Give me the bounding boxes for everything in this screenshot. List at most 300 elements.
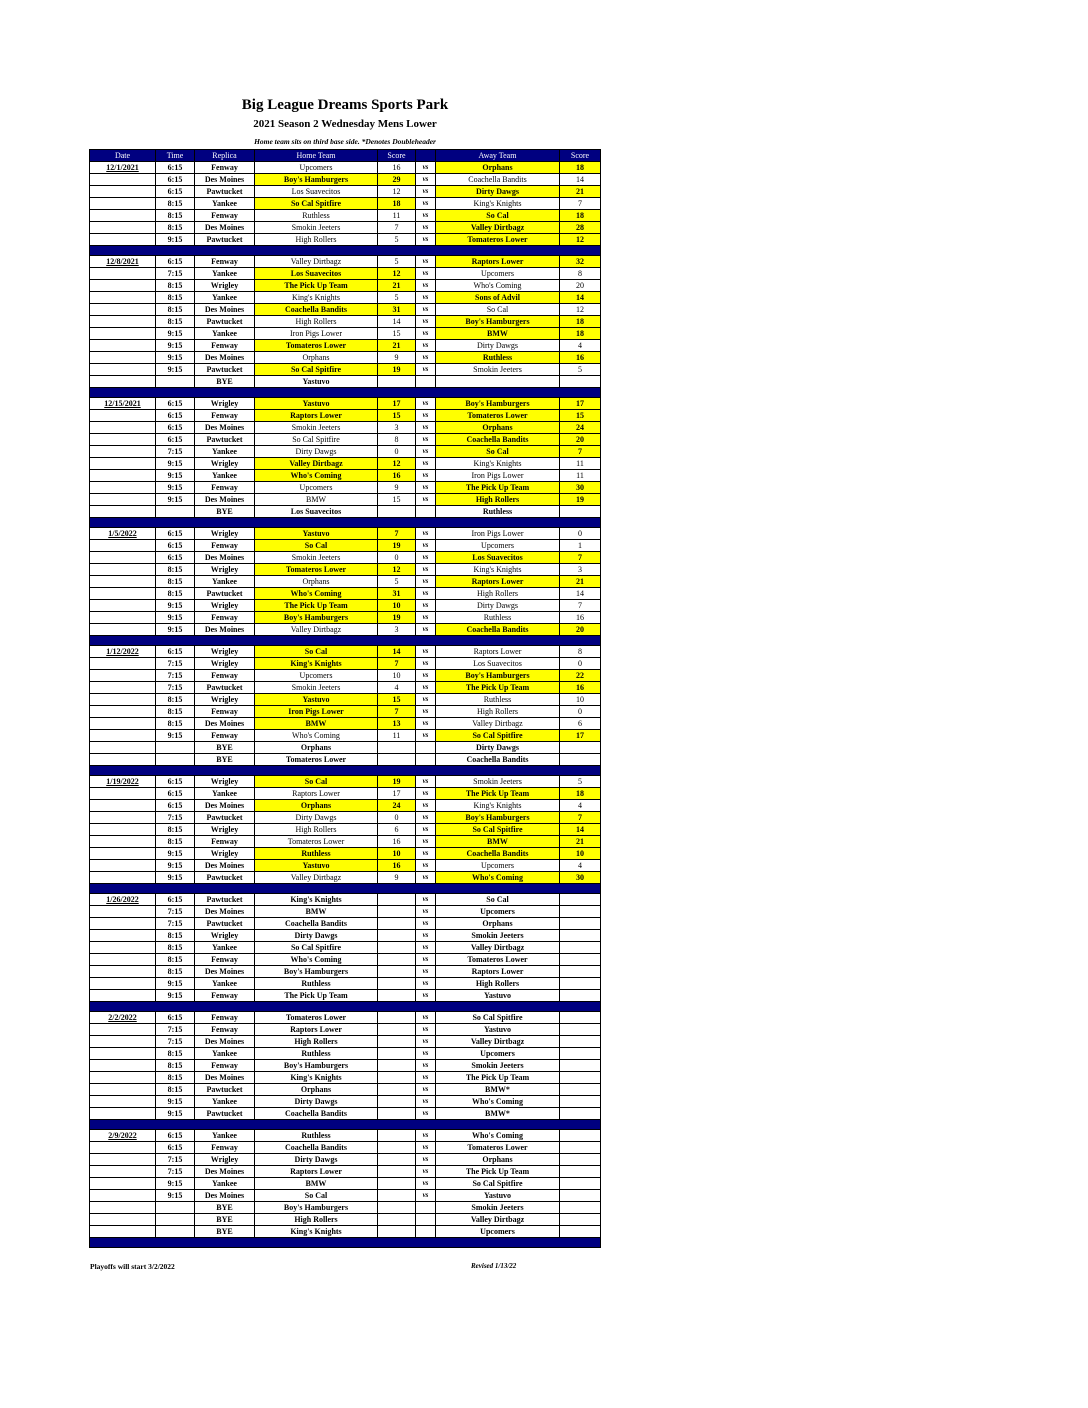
week-separator bbox=[90, 766, 601, 776]
home-team: Orphans bbox=[255, 352, 378, 364]
away-score: 16 bbox=[560, 682, 601, 694]
home-team: Ruthless bbox=[255, 978, 378, 990]
away-team: The Pick Up Team bbox=[436, 788, 560, 800]
game-date-empty bbox=[90, 800, 156, 812]
game-row bbox=[90, 694, 601, 706]
game-time: 8:15 bbox=[156, 718, 195, 730]
game-field: Fenway bbox=[195, 482, 255, 494]
home-score bbox=[378, 918, 416, 930]
week-separator bbox=[90, 1120, 601, 1130]
home-team: So Cal bbox=[255, 1190, 378, 1202]
game-field: Yankee bbox=[195, 292, 255, 304]
away-score-empty bbox=[560, 1226, 601, 1238]
game-time: 9:15 bbox=[156, 624, 195, 636]
away-score: 0 bbox=[560, 706, 601, 718]
game-date-empty bbox=[90, 482, 156, 494]
game-time: 9:15 bbox=[156, 612, 195, 624]
game-time: 7:15 bbox=[156, 670, 195, 682]
away-score: 14 bbox=[560, 292, 601, 304]
game-field: Des Moines bbox=[195, 304, 255, 316]
game-field: Yankee bbox=[195, 328, 255, 340]
away-score: 18 bbox=[560, 210, 601, 222]
vs-label: vs bbox=[416, 470, 436, 482]
page-subtitle: 2021 Season 2 Wednesday Mens Lower bbox=[253, 118, 437, 130]
game-field: Wrigley bbox=[195, 658, 255, 670]
vs-label: vs bbox=[416, 576, 436, 588]
home-score bbox=[378, 1166, 416, 1178]
home-score: 7 bbox=[378, 706, 416, 718]
game-time: 8:15 bbox=[156, 222, 195, 234]
away-score: 11 bbox=[560, 458, 601, 470]
game-date-empty bbox=[90, 410, 156, 422]
game-row bbox=[90, 1154, 601, 1166]
away-score: 22 bbox=[560, 670, 601, 682]
vs-label: vs bbox=[416, 730, 436, 742]
vs-label: vs bbox=[416, 422, 436, 434]
game-time: 6:15 bbox=[156, 162, 195, 174]
bye-label: BYE bbox=[195, 506, 255, 518]
away-team: Valley Dirtbagz bbox=[436, 942, 560, 954]
home-team: Tomateros Lower bbox=[255, 836, 378, 848]
bye-team-away bbox=[436, 376, 560, 388]
header-row bbox=[90, 150, 601, 162]
game-date-empty bbox=[90, 788, 156, 800]
vs-label: vs bbox=[416, 718, 436, 730]
game-date-empty bbox=[90, 1036, 156, 1048]
home-score: 4 bbox=[378, 682, 416, 694]
home-team: Tomateros Lower bbox=[255, 1012, 378, 1024]
away-score: 16 bbox=[560, 612, 601, 624]
bye-label: BYE bbox=[195, 376, 255, 388]
away-team: High Rollers bbox=[436, 494, 560, 506]
vs-label: vs bbox=[416, 210, 436, 222]
vs-label: vs bbox=[416, 1142, 436, 1154]
away-team: Iron Pigs Lower bbox=[436, 528, 560, 540]
header-replica: Replica bbox=[195, 150, 255, 162]
game-field: Yankee bbox=[195, 942, 255, 954]
home-score bbox=[378, 1178, 416, 1190]
home-score: 21 bbox=[378, 280, 416, 292]
away-score: 32 bbox=[560, 256, 601, 268]
away-team: Coachella Bandits bbox=[436, 624, 560, 636]
vs-label: vs bbox=[416, 600, 436, 612]
away-team: Raptors Lower bbox=[436, 576, 560, 588]
home-team: Yastuvo bbox=[255, 528, 378, 540]
vs-label: vs bbox=[416, 552, 436, 564]
vs-label: vs bbox=[416, 1178, 436, 1190]
game-field: Yankee bbox=[195, 446, 255, 458]
away-score bbox=[560, 1096, 601, 1108]
away-score: 14 bbox=[560, 824, 601, 836]
home-team: Dirty Dawgs bbox=[255, 1096, 378, 1108]
game-row bbox=[90, 624, 601, 636]
game-row bbox=[90, 906, 601, 918]
game-date-empty bbox=[90, 1084, 156, 1096]
away-score bbox=[560, 1036, 601, 1048]
home-score: 9 bbox=[378, 482, 416, 494]
away-score: 20 bbox=[560, 280, 601, 292]
vs-label: vs bbox=[416, 540, 436, 552]
home-team: Valley Dirtbagz bbox=[255, 458, 378, 470]
home-score: 15 bbox=[378, 328, 416, 340]
home-score bbox=[378, 1154, 416, 1166]
home-score bbox=[378, 942, 416, 954]
week-separator-bar bbox=[90, 636, 601, 646]
vs-label: vs bbox=[416, 292, 436, 304]
home-score: 12 bbox=[378, 186, 416, 198]
away-score: 3 bbox=[560, 564, 601, 576]
away-score bbox=[560, 954, 601, 966]
game-time: 7:15 bbox=[156, 446, 195, 458]
game-time: 6:15 bbox=[156, 552, 195, 564]
home-score: 19 bbox=[378, 364, 416, 376]
home-score: 29 bbox=[378, 174, 416, 186]
game-row bbox=[90, 706, 601, 718]
game-time: 6:15 bbox=[156, 776, 195, 788]
game-row bbox=[90, 600, 601, 612]
vs-label: vs bbox=[416, 978, 436, 990]
bye-row bbox=[90, 376, 601, 388]
game-time: 9:15 bbox=[156, 234, 195, 246]
game-time: 9:15 bbox=[156, 352, 195, 364]
week-separator bbox=[90, 884, 601, 894]
bye-team-home: High Rollers bbox=[255, 1214, 378, 1226]
home-score: 14 bbox=[378, 646, 416, 658]
home-team: Dirty Dawgs bbox=[255, 446, 378, 458]
week-separator-bar bbox=[90, 766, 601, 776]
game-date-empty bbox=[90, 174, 156, 186]
vs-empty bbox=[416, 1214, 436, 1226]
game-field: Des Moines bbox=[195, 966, 255, 978]
home-team: Who's Coming bbox=[255, 954, 378, 966]
vs-label: vs bbox=[416, 494, 436, 506]
game-field: Des Moines bbox=[195, 1072, 255, 1084]
vs-empty bbox=[416, 754, 436, 766]
game-field: Wrigley bbox=[195, 824, 255, 836]
week-separator-bar bbox=[90, 246, 601, 256]
home-score: 15 bbox=[378, 694, 416, 706]
home-team: Iron Pigs Lower bbox=[255, 706, 378, 718]
game-date-empty bbox=[90, 1226, 156, 1238]
away-team: Tomateros Lower bbox=[436, 1142, 560, 1154]
away-team: Valley Dirtbagz bbox=[436, 718, 560, 730]
away-score bbox=[560, 1060, 601, 1072]
game-field: Des Moines bbox=[195, 552, 255, 564]
game-row bbox=[90, 422, 601, 434]
game-time: 6:15 bbox=[156, 410, 195, 422]
away-score: 21 bbox=[560, 836, 601, 848]
game-date-empty bbox=[90, 376, 156, 388]
game-time: 7:15 bbox=[156, 918, 195, 930]
home-team: Iron Pigs Lower bbox=[255, 328, 378, 340]
away-team: BMW bbox=[436, 328, 560, 340]
game-date-empty bbox=[90, 552, 156, 564]
game-row bbox=[90, 398, 601, 410]
away-team: Smokin Jeeters bbox=[436, 930, 560, 942]
vs-label: vs bbox=[416, 1012, 436, 1024]
game-row bbox=[90, 1012, 601, 1024]
away-team: So Cal Spitfire bbox=[436, 824, 560, 836]
game-field: Fenway bbox=[195, 1012, 255, 1024]
game-time: 8:15 bbox=[156, 930, 195, 942]
game-field: Des Moines bbox=[195, 174, 255, 186]
away-team: Coachella Bandits bbox=[436, 434, 560, 446]
away-team: Valley Dirtbagz bbox=[436, 1036, 560, 1048]
vs-label: vs bbox=[416, 328, 436, 340]
home-team: Raptors Lower bbox=[255, 788, 378, 800]
game-field: Des Moines bbox=[195, 860, 255, 872]
away-team: So Cal Spitfire bbox=[436, 730, 560, 742]
game-time: 7:15 bbox=[156, 812, 195, 824]
game-time: 7:15 bbox=[156, 1024, 195, 1036]
game-field: Pawtucket bbox=[195, 918, 255, 930]
home-score: 12 bbox=[378, 564, 416, 576]
playoffs-note: Playoffs will start 3/2/2022 bbox=[90, 1262, 175, 1271]
vs-label: vs bbox=[416, 860, 436, 872]
game-date-empty bbox=[90, 812, 156, 824]
game-date: 12/15/2021 bbox=[90, 398, 156, 410]
game-time: 6:15 bbox=[156, 788, 195, 800]
home-score: 9 bbox=[378, 872, 416, 884]
home-score-empty bbox=[378, 376, 416, 388]
game-time: 9:15 bbox=[156, 494, 195, 506]
game-date-empty bbox=[90, 186, 156, 198]
vs-label: vs bbox=[416, 1096, 436, 1108]
game-field: Fenway bbox=[195, 990, 255, 1002]
game-field: Fenway bbox=[195, 210, 255, 222]
home-score bbox=[378, 1190, 416, 1202]
away-team: Boy's Hamburgers bbox=[436, 398, 560, 410]
away-score: 7 bbox=[560, 552, 601, 564]
game-field: Pawtucket bbox=[195, 186, 255, 198]
away-team: Ruthless bbox=[436, 694, 560, 706]
away-score-empty bbox=[560, 1202, 601, 1214]
game-date-empty bbox=[90, 422, 156, 434]
game-time: 9:15 bbox=[156, 600, 195, 612]
game-row bbox=[90, 552, 601, 564]
bye-team-home: King's Knights bbox=[255, 1226, 378, 1238]
game-row bbox=[90, 954, 601, 966]
home-score: 12 bbox=[378, 458, 416, 470]
page-title: Big League Dreams Sports Park bbox=[241, 97, 449, 113]
game-row bbox=[90, 256, 601, 268]
game-date-empty bbox=[90, 198, 156, 210]
home-score: 5 bbox=[378, 292, 416, 304]
away-score bbox=[560, 990, 601, 1002]
vs-label: vs bbox=[416, 1154, 436, 1166]
game-field: Pawtucket bbox=[195, 434, 255, 446]
game-row bbox=[90, 800, 601, 812]
game-date-empty bbox=[90, 860, 156, 872]
away-team: High Rollers bbox=[436, 588, 560, 600]
away-team: Raptors Lower bbox=[436, 646, 560, 658]
game-field: Wrigley bbox=[195, 280, 255, 292]
away-team: Boy's Hamburgers bbox=[436, 316, 560, 328]
game-date-empty bbox=[90, 222, 156, 234]
game-time: 9:15 bbox=[156, 848, 195, 860]
away-score: 18 bbox=[560, 328, 601, 340]
vs-label: vs bbox=[416, 340, 436, 352]
home-team: Boy's Hamburgers bbox=[255, 966, 378, 978]
away-team: Los Suavecitos bbox=[436, 658, 560, 670]
game-field: Des Moines bbox=[195, 494, 255, 506]
game-date-empty bbox=[90, 718, 156, 730]
away-score bbox=[560, 1154, 601, 1166]
game-time: 6:15 bbox=[156, 540, 195, 552]
game-date-empty bbox=[90, 470, 156, 482]
vs-label: vs bbox=[416, 316, 436, 328]
home-team: So Cal Spitfire bbox=[255, 434, 378, 446]
away-team: The Pick Up Team bbox=[436, 1072, 560, 1084]
home-team: Ruthless bbox=[255, 210, 378, 222]
vs-label: vs bbox=[416, 162, 436, 174]
bye-team-home: Yastuvo bbox=[255, 376, 378, 388]
home-team: BMW bbox=[255, 1178, 378, 1190]
game-row bbox=[90, 162, 601, 174]
away-team: The Pick Up Team bbox=[436, 682, 560, 694]
game-field: Fenway bbox=[195, 162, 255, 174]
away-score-empty bbox=[560, 742, 601, 754]
game-row bbox=[90, 646, 601, 658]
game-time: 8:15 bbox=[156, 824, 195, 836]
home-team: High Rollers bbox=[255, 316, 378, 328]
game-row bbox=[90, 836, 601, 848]
vs-label: vs bbox=[416, 352, 436, 364]
game-row bbox=[90, 942, 601, 954]
away-team: Valley Dirtbagz bbox=[436, 222, 560, 234]
away-team: Smokin Jeeters bbox=[436, 1060, 560, 1072]
game-time: 6:15 bbox=[156, 800, 195, 812]
week-separator-bar bbox=[90, 884, 601, 894]
home-score: 6 bbox=[378, 824, 416, 836]
game-time-empty bbox=[156, 1202, 195, 1214]
home-team: Coachella Bandits bbox=[255, 1108, 378, 1120]
home-team: Smokin Jeeters bbox=[255, 422, 378, 434]
away-team: Ruthless bbox=[436, 612, 560, 624]
away-score: 21 bbox=[560, 576, 601, 588]
home-team: Orphans bbox=[255, 800, 378, 812]
game-date-empty bbox=[90, 564, 156, 576]
home-team: Raptors Lower bbox=[255, 410, 378, 422]
away-score bbox=[560, 1024, 601, 1036]
game-field: Fenway bbox=[195, 1024, 255, 1036]
game-time: 8:15 bbox=[156, 564, 195, 576]
game-time: 8:15 bbox=[156, 706, 195, 718]
game-row bbox=[90, 1130, 601, 1142]
away-score: 8 bbox=[560, 268, 601, 280]
game-time: 7:15 bbox=[156, 1154, 195, 1166]
game-row bbox=[90, 776, 601, 788]
game-field: Yankee bbox=[195, 268, 255, 280]
away-team: Boy's Hamburgers bbox=[436, 812, 560, 824]
game-time: 6:15 bbox=[156, 434, 195, 446]
home-team: Boy's Hamburgers bbox=[255, 612, 378, 624]
away-score: 10 bbox=[560, 694, 601, 706]
vs-label: vs bbox=[416, 624, 436, 636]
home-team: Ruthless bbox=[255, 848, 378, 860]
away-team: The Pick Up Team bbox=[436, 1166, 560, 1178]
home-team: So Cal Spitfire bbox=[255, 364, 378, 376]
game-date-empty bbox=[90, 340, 156, 352]
home-score: 11 bbox=[378, 210, 416, 222]
home-team: Ruthless bbox=[255, 1048, 378, 1060]
game-date: 2/2/2022 bbox=[90, 1012, 156, 1024]
home-team: Coachella Bandits bbox=[255, 918, 378, 930]
home-team: Smokin Jeeters bbox=[255, 682, 378, 694]
game-time: 9:15 bbox=[156, 860, 195, 872]
away-team: Dirty Dawgs bbox=[436, 600, 560, 612]
game-date-empty bbox=[90, 364, 156, 376]
game-field: Yankee bbox=[195, 788, 255, 800]
vs-label: vs bbox=[416, 812, 436, 824]
home-score: 0 bbox=[378, 446, 416, 458]
game-time: 6:15 bbox=[156, 1142, 195, 1154]
away-score bbox=[560, 1048, 601, 1060]
game-field: Des Moines bbox=[195, 800, 255, 812]
game-time: 6:15 bbox=[156, 894, 195, 906]
game-date-empty bbox=[90, 1178, 156, 1190]
home-score: 17 bbox=[378, 788, 416, 800]
game-time: 8:15 bbox=[156, 1072, 195, 1084]
vs-label: vs bbox=[416, 1130, 436, 1142]
week-separator bbox=[90, 388, 601, 398]
home-score: 3 bbox=[378, 624, 416, 636]
game-time: 7:15 bbox=[156, 1166, 195, 1178]
game-date-empty bbox=[90, 918, 156, 930]
game-time: 9:15 bbox=[156, 328, 195, 340]
home-score: 18 bbox=[378, 198, 416, 210]
away-team: Coachella Bandits bbox=[436, 174, 560, 186]
game-field: Des Moines bbox=[195, 1166, 255, 1178]
away-score bbox=[560, 1190, 601, 1202]
home-score: 11 bbox=[378, 730, 416, 742]
home-score bbox=[378, 1036, 416, 1048]
away-score bbox=[560, 1178, 601, 1190]
game-row bbox=[90, 364, 601, 376]
game-date-empty bbox=[90, 1166, 156, 1178]
away-team: Upcomers bbox=[436, 540, 560, 552]
game-field: Wrigley bbox=[195, 930, 255, 942]
home-team: High Rollers bbox=[255, 1036, 378, 1048]
vs-empty bbox=[416, 1226, 436, 1238]
game-row bbox=[90, 494, 601, 506]
vs-label: vs bbox=[416, 1166, 436, 1178]
away-score-empty bbox=[560, 506, 601, 518]
vs-label: vs bbox=[416, 990, 436, 1002]
bye-team-away: Ruthless bbox=[436, 506, 560, 518]
home-score bbox=[378, 1142, 416, 1154]
home-team: King's Knights bbox=[255, 292, 378, 304]
game-date-empty bbox=[90, 458, 156, 470]
away-team: Upcomers bbox=[436, 860, 560, 872]
away-team: Upcomers bbox=[436, 906, 560, 918]
home-team: So Cal bbox=[255, 646, 378, 658]
game-field: Fenway bbox=[195, 706, 255, 718]
vs-label: vs bbox=[416, 1036, 436, 1048]
game-row bbox=[90, 966, 601, 978]
game-date-empty bbox=[90, 600, 156, 612]
game-field: Fenway bbox=[195, 670, 255, 682]
vs-label: vs bbox=[416, 268, 436, 280]
away-score: 4 bbox=[560, 800, 601, 812]
game-date-empty bbox=[90, 1048, 156, 1060]
vs-label: vs bbox=[416, 942, 436, 954]
home-score: 19 bbox=[378, 540, 416, 552]
game-field: Fenway bbox=[195, 612, 255, 624]
game-date-empty bbox=[90, 292, 156, 304]
game-row bbox=[90, 1024, 601, 1036]
game-field: Pawtucket bbox=[195, 894, 255, 906]
